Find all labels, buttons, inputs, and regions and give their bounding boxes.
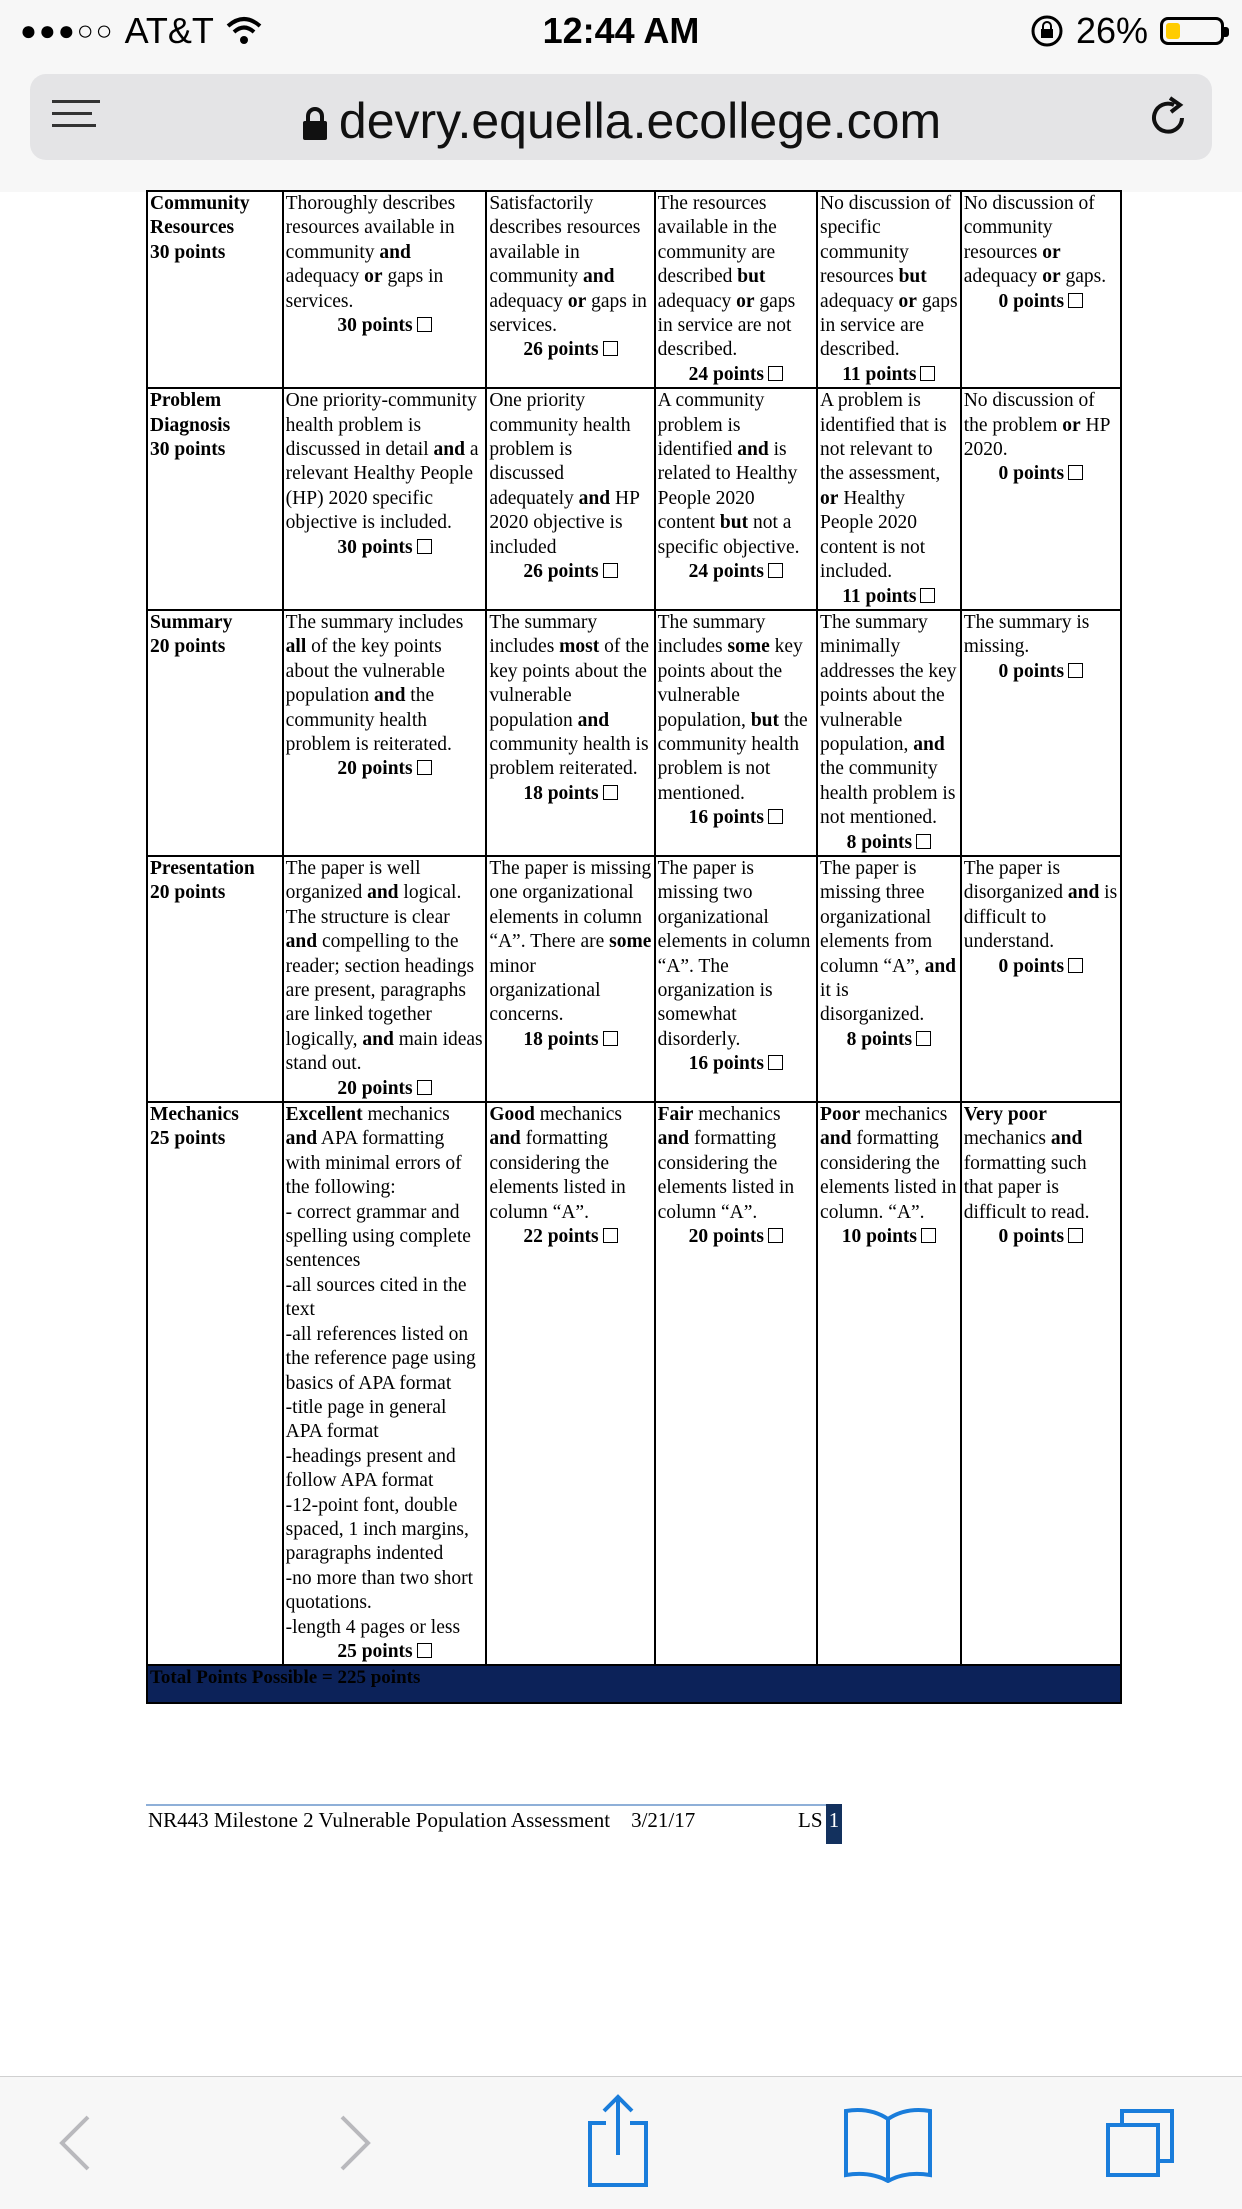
points-label: 24 points <box>658 560 814 584</box>
points-label: 20 points <box>286 1077 484 1101</box>
points-label: 16 points <box>658 1052 814 1076</box>
criterion-cell <box>147 856 283 1102</box>
rubric-description: The summary is missing. <box>963 611 1090 658</box>
criterion-label: Community <box>150 193 250 214</box>
rubric-list-item: -no more than two short quotations. <box>285 1567 474 1614</box>
rubric-list-item: -12-point font, double spaced, 1 inch margins, paragraphs indented <box>285 1494 469 1565</box>
share-icon[interactable] <box>578 2093 658 2189</box>
criterion-cell <box>147 1102 283 1665</box>
criterion-cell <box>147 388 283 610</box>
page-number: 1 <box>826 1804 842 1844</box>
points-label: 0 points <box>964 1225 1118 1249</box>
rubric-row <box>147 856 1121 1102</box>
rubric-description: Satisfactorily describes resources available in community and adequacy or gaps in services. <box>489 193 647 337</box>
rubric-list-item: -all sources cited in the text <box>285 1274 467 1321</box>
rubric-cell <box>283 191 487 388</box>
rubric-row <box>147 388 1121 610</box>
rubric-description: No discussion of specific community resources but adequacy or gaps in service are described. <box>820 193 958 361</box>
rubric-list-item: -title page in general APA format <box>285 1396 447 1443</box>
points-checkbox[interactable] <box>768 1228 783 1243</box>
points-checkbox[interactable] <box>920 588 935 603</box>
rubric-description: The summary minimally addresses the key points about the vulnerable population, and the community health problem is not mentioned. <box>820 611 957 829</box>
rubric-cell <box>655 856 817 1102</box>
rubric-cell <box>817 856 961 1102</box>
points-checkbox[interactable] <box>417 317 432 332</box>
rubric-cell <box>817 610 961 856</box>
rubric-cell <box>655 388 817 610</box>
rubric-description: The summary includes some key points about the vulnerable population, but the community health problem is not mentioned. <box>657 611 808 804</box>
rubric-description: One priority community health problem is discussed adequately and HP 2020 objective is included <box>489 390 640 558</box>
rubric-cell <box>486 856 654 1102</box>
total-points-bar: Total Points Possible = 225 points <box>147 1665 1121 1703</box>
rubric-description: The paper is disorganized and is difficult to understand. <box>963 857 1118 953</box>
rubric-cell <box>486 610 654 856</box>
rubric-description: The summary includes all of the key points about the vulnerable population and the community health problem is reiterated. <box>285 611 464 755</box>
criterion-label: 30 points <box>150 241 226 263</box>
rubric-description: One priority-community health problem is discussed in detail and a relevant Healthy People (HP) 2020 specific objective is included. <box>285 390 479 534</box>
points-label: 22 points <box>489 1225 651 1249</box>
rubric-description: The paper is missing one organizational elements in column “A”. There are some minor organizational concerns. <box>489 857 652 1026</box>
points-checkbox[interactable] <box>916 1031 931 1046</box>
rubric-row <box>147 1102 1121 1665</box>
footer-title: NR443 Milestone 2 Vulnerable Population Assessment <box>148 1808 611 1832</box>
points-label: 11 points <box>820 363 958 387</box>
status-bar <box>0 0 1242 62</box>
rubric-cell <box>961 856 1121 1102</box>
points-label: 11 points <box>820 585 958 609</box>
rubric-description: A community problem is identified and is related to Healthy People 2020 content but not a specific objective. <box>657 390 800 558</box>
criterion-label: Summary <box>150 611 233 633</box>
rubric-cell <box>961 1102 1121 1665</box>
document-footer <box>148 1808 695 1833</box>
criterion-label: 25 points <box>150 1128 226 1150</box>
rubric-description: Good mechanics and formatting considering the elements listed in column “A”. <box>489 1104 626 1223</box>
rubric-description: A problem is identified that is not relevant to the assessment, or Healthy People 2020 content is not included. <box>820 390 947 583</box>
points-checkbox[interactable] <box>1068 958 1083 973</box>
rubric-description: The resources available in the community are described but adequacy or gaps in service are not described. <box>657 193 796 361</box>
rubric-cell <box>486 1102 654 1665</box>
rubric-cell <box>655 191 817 388</box>
rubric-cell <box>961 191 1121 388</box>
criterion-cell <box>147 610 283 856</box>
rubric-cell <box>283 856 487 1102</box>
criterion-label: Presentation <box>150 857 255 879</box>
points-checkbox[interactable] <box>417 760 432 775</box>
rubric-description: Thoroughly describes resources available in community and adequacy or gaps in services. <box>285 193 456 312</box>
rubric-cell <box>817 1102 961 1665</box>
points-checkbox[interactable] <box>603 1031 618 1046</box>
points-checkbox[interactable] <box>603 785 618 800</box>
rubric-description: No discussion of community resources or adequacy or gaps. <box>963 193 1107 288</box>
rubric-description: Fair mechanics and formatting considering the elements listed in column “A”. <box>657 1104 795 1223</box>
rubric-cell <box>961 388 1121 610</box>
points-label: 0 points <box>964 955 1118 979</box>
address-bar[interactable] <box>30 74 1212 160</box>
clock: 12:44 AM <box>542 10 700 51</box>
rubric-description: The paper is missing three organizational elements from column “A”, and it is disorganized. <box>820 857 957 1026</box>
points-checkbox[interactable] <box>916 834 931 849</box>
rubric-description: The paper is well organized and logical. The structure is clear and compelling to the reader; section headings are present, paragraphs are linked together logically, and main ideas stand out. <box>285 857 483 1075</box>
browser-toolbar <box>0 2076 1242 2209</box>
criterion-label: Mechanics <box>150 1104 239 1126</box>
points-checkbox[interactable] <box>1068 465 1083 480</box>
rubric-cell <box>283 388 487 610</box>
criterion-label: Diagnosis <box>150 414 231 436</box>
reload-icon[interactable] <box>1144 94 1192 142</box>
rubric-description: The paper is missing two organizational elements in column “A”. The organization is somewhat disorderly. <box>657 857 811 1050</box>
rubric-description: Very poor mechanics and formatting such that paper is difficult to read. <box>963 1104 1090 1223</box>
rubric-list-item: -headings present and follow APA format <box>285 1445 456 1492</box>
rubric-cell <box>655 610 817 856</box>
points-label: 30 points <box>286 314 484 338</box>
points-label: 0 points <box>964 660 1118 684</box>
points-label: 30 points <box>286 536 484 560</box>
points-checkbox[interactable] <box>768 1055 783 1070</box>
points-checkbox[interactable] <box>768 563 783 578</box>
rubric-description: Excellent mechanics and APA formatting with minimal errors of the following: <box>285 1104 462 1199</box>
grading-rubric-table <box>146 190 1122 1704</box>
battery-percent: 26% <box>1075 10 1148 51</box>
rubric-row <box>147 610 1121 856</box>
url-text[interactable] <box>30 92 1212 150</box>
criterion-label: Resources <box>150 217 235 239</box>
rubric-cell <box>655 1102 817 1665</box>
footer-date: 3/21/17 <box>631 1808 696 1832</box>
criterion-label: 20 points <box>150 636 226 658</box>
signal-strength-icon: ●●●○○ <box>20 15 115 46</box>
rubric-description: The summary includes most of the key points about the vulnerable population and community health is problem reiterated. <box>489 611 650 780</box>
rubric-cell <box>283 610 487 856</box>
points-label: 8 points <box>820 1028 958 1052</box>
points-checkbox[interactable] <box>768 366 783 381</box>
criterion-cell <box>147 191 283 388</box>
rubric-cell <box>817 388 961 610</box>
points-label: 0 points <box>964 462 1118 486</box>
points-checkbox[interactable] <box>603 1228 618 1243</box>
rubric-description: Poor mechanics and formatting considering the elements listed in column. “A”. <box>820 1104 957 1223</box>
rubric-list-item: - correct grammar and spelling using complete sentences <box>285 1201 471 1272</box>
rubric-cell <box>283 1102 487 1665</box>
rubric-cell <box>961 610 1121 856</box>
criterion-label: 30 points <box>150 439 226 461</box>
criterion-label: Problem <box>150 390 222 412</box>
points-checkbox[interactable] <box>603 341 618 356</box>
bookmarks-icon[interactable] <box>840 2103 936 2183</box>
rubric-cell <box>486 191 654 388</box>
document-view[interactable] <box>0 192 1242 2076</box>
points-checkbox[interactable] <box>417 1080 432 1095</box>
forward-icon[interactable] <box>300 2103 380 2183</box>
points-checkbox[interactable] <box>417 1643 432 1658</box>
points-checkbox[interactable] <box>1068 663 1083 678</box>
footer-rule <box>146 1804 840 1806</box>
points-label: 8 points <box>820 831 958 855</box>
points-label: 20 points <box>658 1225 814 1249</box>
points-label: 24 points <box>658 363 814 387</box>
footer-initials: LS <box>798 1808 823 1832</box>
points-label: 25 points <box>286 1640 484 1664</box>
points-checkbox[interactable] <box>603 563 618 578</box>
rubric-row <box>147 191 1121 388</box>
points-label: 18 points <box>489 782 651 806</box>
points-label: 20 points <box>286 757 484 781</box>
url-domain: devry.equella.ecollege.com <box>338 93 942 149</box>
points-checkbox[interactable] <box>768 809 783 824</box>
points-checkbox[interactable] <box>1068 1228 1083 1243</box>
back-icon[interactable] <box>40 2103 120 2183</box>
points-checkbox[interactable] <box>920 366 935 381</box>
orientation-lock-icon <box>1030 14 1064 48</box>
points-label: 18 points <box>489 1028 651 1052</box>
rubric-description: No discussion of the problem or HP 2020. <box>963 390 1110 461</box>
points-checkbox[interactable] <box>417 539 432 554</box>
lock-icon <box>301 106 329 142</box>
rubric-cell <box>486 388 654 610</box>
tabs-icon[interactable] <box>1100 2103 1180 2183</box>
points-label: 16 points <box>658 806 814 830</box>
carrier: AT&T <box>124 10 214 51</box>
rubric-list-item: -all references listed on the reference page using basics of APA format <box>285 1323 476 1394</box>
points-checkbox[interactable] <box>1068 293 1083 308</box>
points-label: 26 points <box>489 560 651 584</box>
points-label: 26 points <box>489 338 651 362</box>
points-label: 10 points <box>820 1225 958 1249</box>
browser-address-area <box>0 62 1242 193</box>
battery-icon <box>1160 17 1224 45</box>
criterion-label: 20 points <box>150 882 226 904</box>
points-label: 0 points <box>964 290 1118 314</box>
rubric-list-item: -length 4 pages or less <box>285 1616 461 1638</box>
points-checkbox[interactable] <box>921 1228 936 1243</box>
rubric-cell <box>817 191 961 388</box>
